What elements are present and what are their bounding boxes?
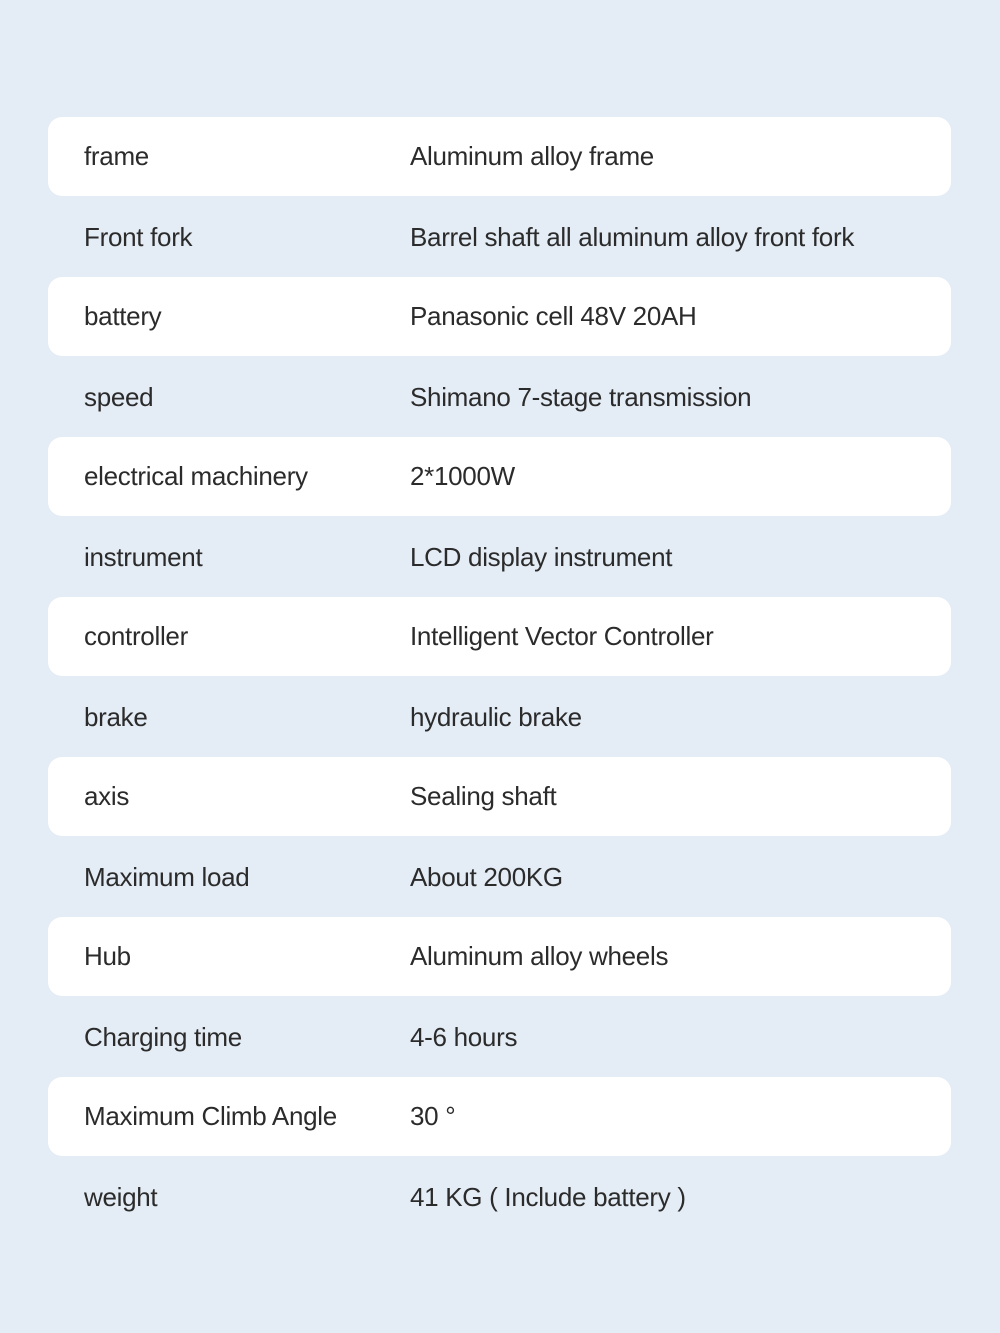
spec-label: Front fork [84, 221, 193, 252]
spec-row-hub [48, 917, 951, 996]
spec-row-maximum-load [48, 837, 951, 917]
spec-label: weight [84, 1181, 158, 1212]
spec-label: controller [84, 621, 188, 651]
spec-row-controller [48, 597, 951, 676]
spec-value: 2*1000W [410, 461, 515, 491]
spec-label: brake [84, 701, 148, 732]
spec-label: Charging time [84, 1021, 242, 1052]
spec-label: frame [84, 141, 149, 171]
spec-value: Panasonic cell 48V 20AH [410, 301, 697, 331]
spec-row-weight [48, 1157, 951, 1237]
spec-label: Hub [84, 941, 131, 971]
spec-label: electrical machinery [84, 461, 308, 491]
spec-row-speed [48, 357, 951, 437]
spec-table [48, 117, 951, 1237]
spec-row-electrical-machinery [48, 437, 951, 516]
spec-label: Maximum Climb Angle [84, 1101, 337, 1131]
spec-row-instrument [48, 517, 951, 597]
spec-value: Aluminum alloy frame [410, 141, 654, 171]
spec-value: Barrel shaft all aluminum alloy front fork [410, 221, 855, 252]
spec-label: axis [84, 781, 130, 811]
spec-value: 4-6 hours [410, 1021, 518, 1052]
spec-value: 41 KG ( Include battery ) [410, 1181, 686, 1212]
spec-value: 30 ° [410, 1101, 456, 1131]
spec-label: battery [84, 301, 162, 331]
spec-value: Shimano 7-stage transmission [410, 381, 752, 412]
spec-row-brake [48, 677, 951, 757]
spec-row-maximum-climb-angle [48, 1077, 951, 1156]
spec-label: instrument [84, 541, 203, 572]
spec-row-charging-time [48, 997, 951, 1077]
spec-value: hydraulic brake [410, 701, 582, 732]
spec-value: Aluminum alloy wheels [410, 941, 669, 971]
spec-row-battery [48, 277, 951, 356]
spec-value: LCD display instrument [410, 541, 673, 572]
spec-value: Intelligent Vector Controller [410, 621, 714, 651]
spec-value: Sealing shaft [410, 781, 557, 811]
spec-label: speed [84, 381, 154, 412]
spec-label: Maximum load [84, 861, 250, 892]
spec-row-frame [48, 117, 951, 196]
spec-value: About 200KG [410, 861, 563, 892]
spec-row-axis [48, 757, 951, 836]
spec-row-front-fork [48, 197, 951, 277]
